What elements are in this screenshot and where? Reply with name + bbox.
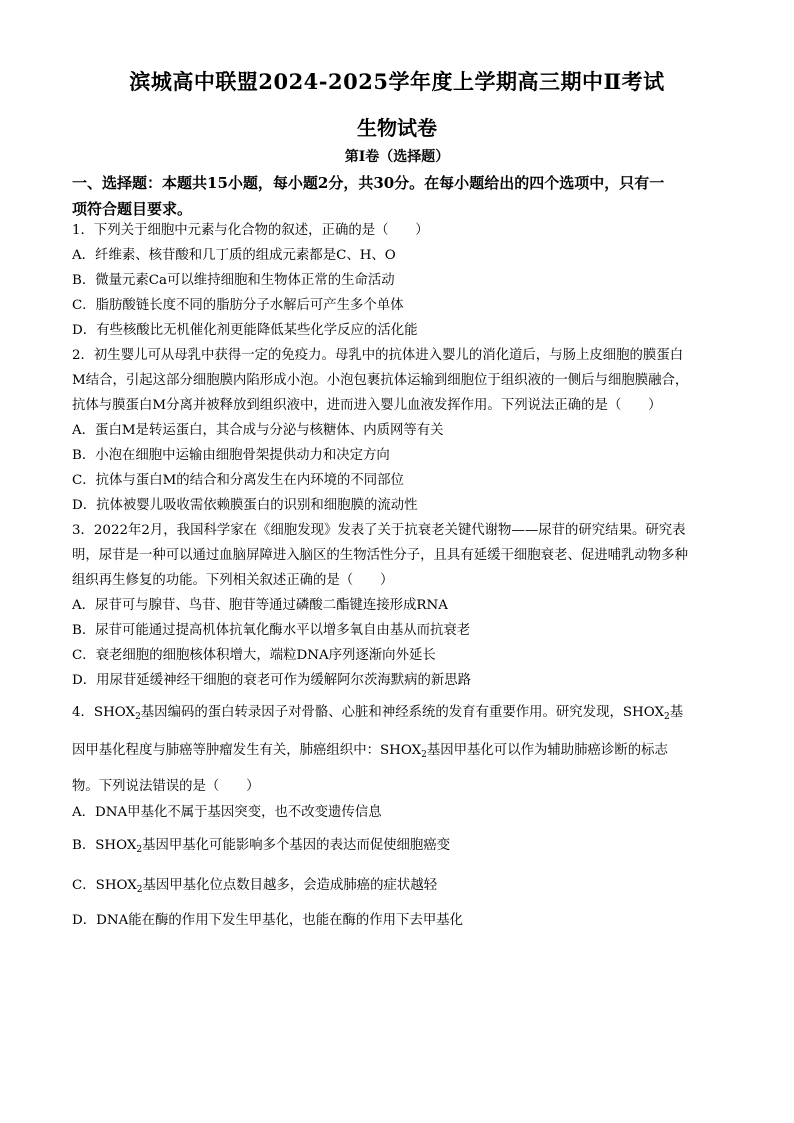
section-heading-line-1: 一、选择题：本题共15小题，每小题2分，共30分。在每小题给出的四个选项中，只有一: [72, 174, 665, 192]
q4-option-b: [72, 836, 722, 856]
q1-option-a: A．纤维素、核苷酸和几丁质的组成元素都是C、H、O: [72, 248, 396, 263]
gene-name: SHOX: [622, 705, 664, 720]
gene-name: SHOX: [379, 743, 422, 758]
q3-stem-line-3: 组织再生修复的功能。下列相关叙述正确的是（ ）: [72, 573, 394, 588]
option-letter: B．: [72, 838, 96, 853]
section-heading-line-2: 项符合题目要求。: [72, 200, 193, 218]
q2-option-a: A．蛋白M是转运蛋白，其合成与分泌与核糖体、内质网等有关: [72, 423, 444, 438]
q3-option-d: D．用尿苷延缓神经干细胞的衰老可作为缓解阿尔茨海默病的新思路: [72, 673, 472, 688]
q4-stem-text: 因甲基化程度与肺癌等肿瘤发生有关，肺癌组织中：: [72, 743, 380, 758]
q2-stem-line-2: M结合，引起这部分细胞膜内陷形成小泡。小泡包裹抗体运输到细胞位于组织液的一侧后与细胞膜融合，: [72, 373, 689, 388]
volume-heading: 第Ⅰ卷（选择题）: [344, 149, 450, 165]
q4-stem-text: 基因甲基化可以作为辅助肺癌诊断的标志: [426, 743, 668, 758]
q3-option-a: A．尿苷可与腺苷、鸟苷、胞苷等通过磷酸二酯键连接形成RNA: [72, 598, 448, 613]
q4-option-d: D．DNA能在酶的作用下发生甲基化，也能在酶的作用下去甲基化: [72, 913, 464, 928]
q3-stem-line-1: 3．2022年2月，我国科学家在《细胞发现》发表了关于抗衰老关键代谢物——尿苷的研究结果。研究表: [72, 523, 686, 538]
option-text: 基因甲基化可能影响多个基因的表达而促使细胞癌变: [142, 838, 451, 853]
q1-stem: 1．下列关于细胞中元素与化合物的叙述，正确的是（ ）: [72, 223, 429, 238]
gene-name: SHOX: [95, 878, 137, 893]
q2-stem-line-1: 2．初生婴儿可从母乳中获得一定的免疫力。母乳中的抗体进入婴儿的消化道后，与肠上皮细胞的膜蛋白: [72, 348, 684, 363]
q4-stem-text: 基因编码的蛋白转录因子对骨骼、心脏和神经系统的发育有重要作用。研究发现，: [140, 705, 623, 720]
gene-subscript: 2: [135, 712, 141, 722]
gene-name: SHOX: [93, 705, 136, 720]
q2-option-d: D．抗体被婴儿吸收需依赖膜蛋白的识别和细胞膜的流动性: [72, 498, 418, 513]
q1-option-c: C．脂肪酸链长度不同的脂肪分子水解后可产生多个单体: [72, 298, 404, 313]
q3-option-c: C．衰老细胞的细胞核体积增大，端粒DNA序列逐渐向外延长: [72, 648, 436, 663]
q2-option-b: B．小泡在细胞中运输由细胞骨架提供动力和决定方向: [72, 448, 390, 463]
q4-option-c: [72, 876, 722, 896]
option-text: 基因甲基化位点数目越多，会造成肺癌的症状越轻: [142, 878, 438, 893]
exam-title: 滨城高中联盟2024-2025学年度上学期高三期中Ⅱ考试: [129, 69, 665, 94]
q2-option-c: C．抗体与蛋白M的结合和分离发生在内环境的不同部位: [72, 473, 404, 488]
q4-stem-text: 基: [669, 705, 684, 720]
gene-subscript: 2: [421, 750, 427, 760]
q3-stem-line-2: 明，尿苷是一种可以通过血脑屏障进入脑区的生物活性分子，且具有延缓干细胞衰老、促进哺乳动物多种: [72, 548, 688, 563]
q1-option-d: D．有些核酸比无机催化剂更能降低某些化学反应的活化能: [72, 323, 418, 338]
exam-subtitle: 生物试卷: [357, 116, 437, 140]
q2-stem-line-3: 抗体与膜蛋白M分离并被释放到组织液中，进而进入婴儿血液发挥作用。下列说法正确的是（ ）: [72, 398, 662, 413]
option-letter: C．: [72, 878, 96, 893]
q4-stem-line-2: [72, 741, 722, 761]
q3-option-b: B．尿苷可能通过提高机体抗氧化酶水平以增多氧自由基从而抗衰老: [72, 623, 471, 638]
q4-stem-line-1: [72, 703, 722, 723]
q1-option-b: B．微量元素Ca可以维持细胞和生物体正常的生命活动: [72, 273, 395, 288]
gene-name: SHOX: [95, 838, 137, 853]
gene-subscript: 2: [664, 712, 670, 722]
q4-option-a: A．DNA甲基化不属于基因突变，也不改变遗传信息: [72, 805, 382, 820]
gene-subscript: 2: [136, 885, 143, 895]
section-heading: [72, 170, 720, 222]
q4-number: 4．: [72, 705, 94, 720]
gene-subscript: 2: [136, 845, 143, 855]
q4-stem-line-3: 物。下列说法错误的是（ ）: [72, 779, 260, 794]
